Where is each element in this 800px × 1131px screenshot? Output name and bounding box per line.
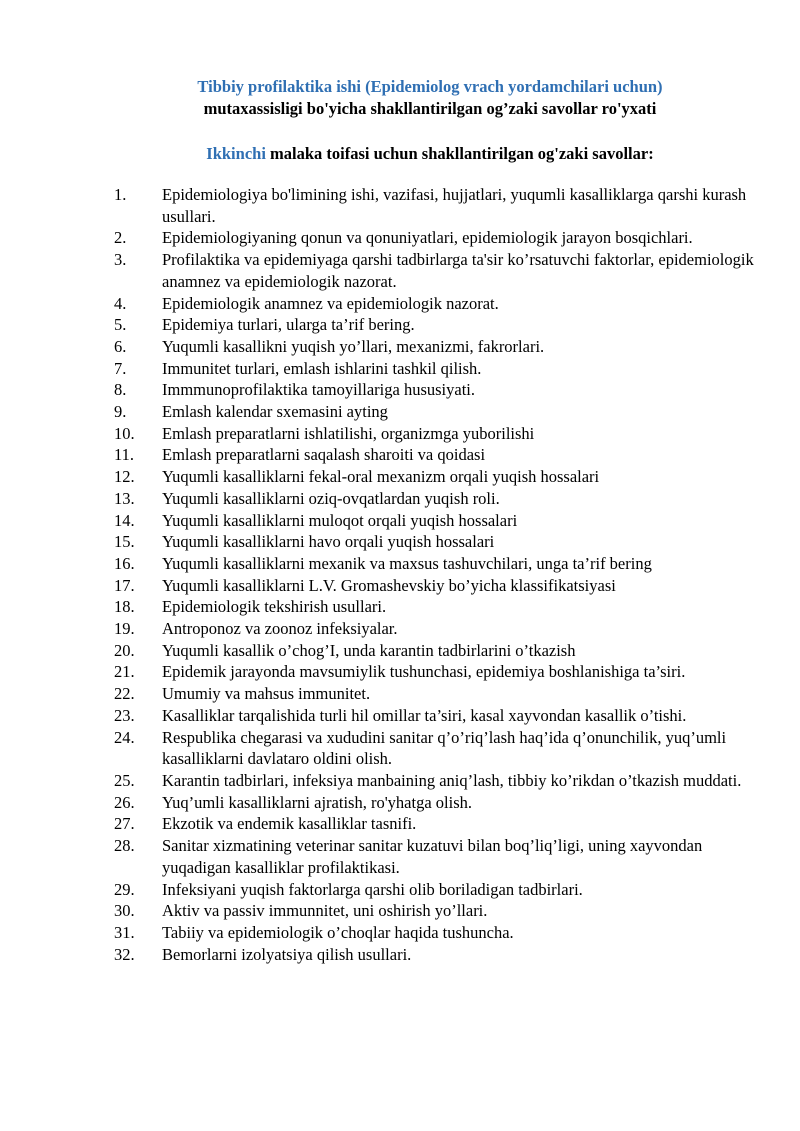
question-text: Yuqumli kasalliklarni mexanik va maxsus tashuvchilari, unga ta’rif bering [162, 553, 652, 573]
list-item [114, 184, 754, 227]
list-item [114, 879, 754, 901]
list-item [114, 553, 754, 575]
list-item [114, 683, 754, 705]
question-number: 15. [114, 532, 135, 552]
question-text: Aktiv va passiv immunnitet, uni oshirish yo’llari. [162, 901, 488, 921]
list-item [114, 640, 754, 662]
question-number: 29. [114, 879, 135, 899]
question-number: 14. [114, 510, 135, 530]
list-item [114, 227, 754, 249]
question-text: Epidemik jarayonda mavsumiylik tushunchasi, epidemiya boshlanishiga ta’siri. [162, 662, 686, 682]
question-number: 12. [114, 467, 135, 487]
question-number: 22. [114, 684, 135, 704]
question-text: Epidemiologik anamnez va epidemiologik nazorat. [162, 293, 499, 313]
question-text: Kasalliklar tarqalishida turli hil omillar ta’siri, kasal xayvondan kasallik o’tishi. [162, 705, 687, 725]
question-number: 2. [114, 228, 127, 248]
list-item [114, 314, 754, 336]
list-item [114, 575, 754, 597]
question-text: Epidemiologik tekshirish usullari. [162, 597, 387, 617]
question-text: Ekzotik va endemik kasalliklar tasnifi. [162, 814, 417, 834]
question-number: 3. [114, 250, 127, 270]
question-number: 31. [114, 922, 135, 942]
subtitle-highlight: Ikkinchi [206, 144, 266, 163]
question-number: 5. [114, 315, 127, 335]
question-number: 4. [114, 293, 127, 313]
question-text: Emlash kalendar sxemasini ayting [162, 402, 388, 422]
list-item [114, 488, 754, 510]
list-item [114, 336, 754, 358]
question-text: Yuqumli kasallik o’chog’I, unda karantin tadbirlarini o’tkazish [162, 640, 576, 660]
question-list [114, 184, 754, 965]
question-text: Profilaktika va epidemiyaga qarshi tadbirlarga ta'sir ko’rsatuvchi faktorlar, epidemiologik anamnez va epidemiologik nazorat. [162, 250, 754, 291]
question-number: 10. [114, 423, 135, 443]
title-line-2: mutaxassisligi bo'yicha shakllantirilgan og’zaki savollar ro'yxati [203, 99, 657, 118]
question-number: 32. [114, 944, 135, 964]
list-item [114, 531, 754, 553]
question-text: Yuq’umli kasalliklarni ajratish, ro'yhatga olish. [162, 792, 472, 812]
list-item [114, 423, 754, 445]
subtitle-rest: malaka toifasi uchun shakllantirilgan og'zaki savollar: [265, 144, 654, 163]
list-item [114, 705, 754, 727]
question-text: Sanitar xizmatining veterinar sanitar kuzatuvi bilan boq’liq’ligi, uning xayvondan yuqadigan kasalliklar profilaktikasi. [162, 836, 703, 877]
question-number: 11. [114, 445, 135, 465]
list-item [114, 466, 754, 488]
list-item [114, 618, 754, 640]
list-item [114, 661, 754, 683]
question-number: 17. [114, 575, 135, 595]
list-item [114, 444, 754, 466]
question-number: 19. [114, 619, 135, 639]
question-number: 26. [114, 792, 135, 812]
question-text: Yuqumli kasalliklarni L.V. Gromashevskiy bo’yicha klassifikatsiyasi [162, 575, 616, 595]
list-item [114, 249, 754, 292]
question-number: 1. [114, 185, 127, 204]
list-item [114, 770, 754, 792]
question-text: Epidemiologiya bo'limining ishi, vazifasi, hujjatlari, yuqumli kasalliklarga qarshi kurash usullari. [162, 185, 747, 226]
list-item [114, 813, 754, 835]
list-item [114, 596, 754, 618]
question-text: Epidemiya turlari, ularga ta’rif bering. [162, 315, 415, 335]
question-number: 13. [114, 488, 135, 508]
question-text: Yuqumli kasalliklarni muloqot orqali yuqish hossalari [162, 510, 518, 530]
question-number: 24. [114, 727, 135, 747]
question-text: Antroponoz va zoonoz infeksiyalar. [162, 619, 398, 639]
question-text: Yuqumli kasalliklarni fekal-oral mexanizm orqali yuqish hossalari [162, 467, 600, 487]
question-text: Infeksiyani yuqish faktorlarga qarshi olib boriladigan tadbirlari. [162, 879, 583, 899]
list-item [114, 358, 754, 380]
question-text: Epidemiologiyaning qonun va qonuniyatlari, epidemiologik jarayon bosqichlari. [162, 228, 693, 248]
question-number: 20. [114, 640, 135, 660]
list-item [114, 835, 754, 878]
question-number: 23. [114, 705, 135, 725]
question-text: Immmunoprofilaktika tamoyillariga hususiyati. [162, 380, 475, 400]
question-text: Respublika chegarasi va xududini sanitar q’o’riq’lash haq’ida q’onunchilik, yuq’umli kasalliklarni davlataro oldini olish. [162, 727, 727, 769]
question-number: 16. [114, 553, 135, 573]
question-number: 7. [114, 358, 127, 378]
question-number: 18. [114, 597, 135, 617]
list-item [114, 900, 754, 922]
list-item [114, 792, 754, 814]
question-text: Emlash preparatlarni saqalash sharoiti va qoidasi [162, 445, 486, 465]
question-text: Yuqumli kasalliklarni havo orqali yuqish hossalari [162, 532, 495, 552]
list-item [114, 944, 754, 966]
question-text: Bemorlarni izolyatsiya qilish usullari. [162, 944, 412, 964]
question-text: Tabiiy va epidemiologik o’choqlar haqida tushuncha. [162, 922, 514, 942]
section-subtitle [0, 143, 800, 165]
list-item [114, 727, 754, 770]
question-number: 30. [114, 901, 135, 921]
title-line-1: Tibbiy profilaktika ishi (Epidemiolog vrach yordamchilari uchun) [197, 77, 663, 96]
list-item [114, 379, 754, 401]
question-text: Karantin tadbirlari, infeksiya manbaining aniq’lash, tibbiy ko’rikdan o’tkazish muddati. [162, 770, 742, 790]
question-number: 8. [114, 380, 127, 400]
document-title [0, 76, 800, 120]
question-text: Immunitet turlari, emlash ishlarini tashkil qilish. [162, 358, 482, 378]
question-number: 28. [114, 836, 135, 856]
list-item [114, 293, 754, 315]
question-number: 21. [114, 662, 135, 682]
question-text: Emlash preparatlarni ishlatilishi, organizmga yuborilishi [162, 423, 535, 443]
question-number: 9. [114, 402, 127, 422]
question-number: 27. [114, 814, 135, 834]
question-text: Yuqumli kasalliklarni oziq-ovqatlardan yuqish roli. [162, 488, 500, 508]
question-number: 25. [114, 770, 135, 790]
question-text: Umumiy va mahsus immunitet. [162, 684, 371, 704]
question-text: Yuqumli kasallikni yuqish yo’llari, mexanizmi, fakrorlari. [162, 336, 545, 356]
list-item [114, 922, 754, 944]
question-number: 6. [114, 336, 127, 356]
list-item [114, 510, 754, 532]
list-item [114, 401, 754, 423]
